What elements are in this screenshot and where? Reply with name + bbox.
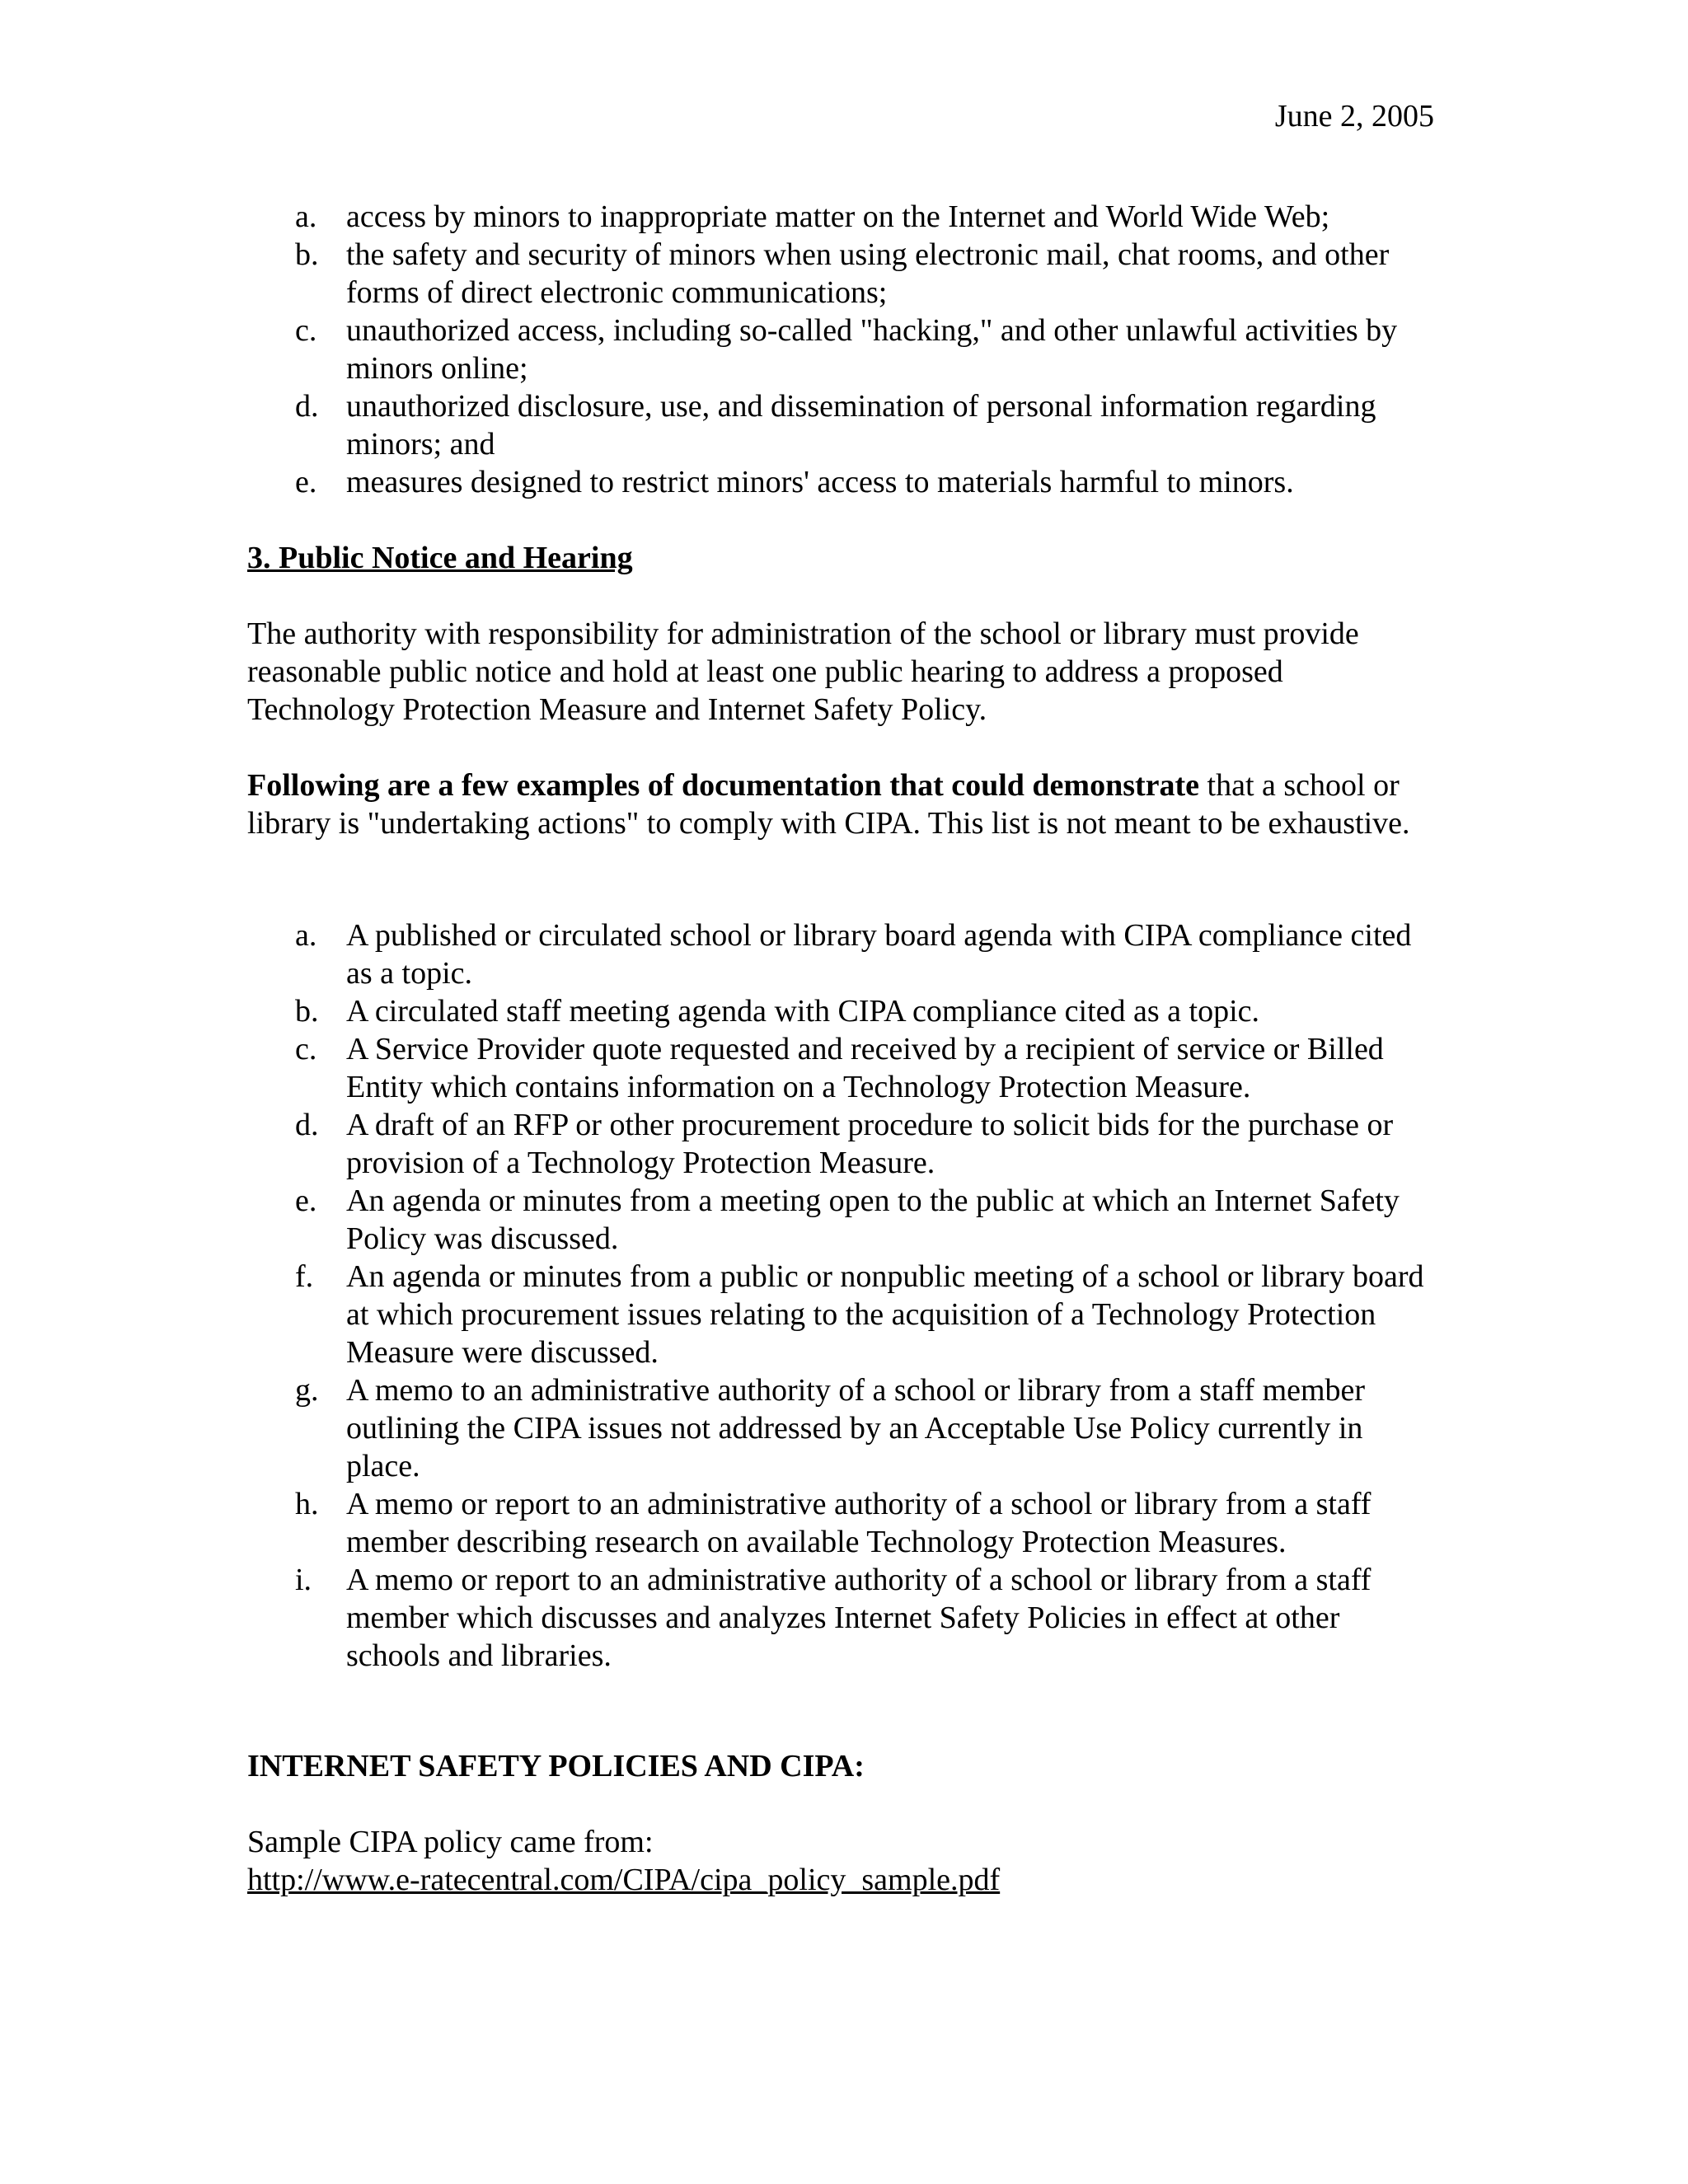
list-item-text: An agenda or minutes from a public or nonpublic meeting of a school or library board at which procurement issues relating to the acquisition of a Technology Protection Measure were discussed. <box>346 1259 1424 1370</box>
cipa-issues-list <box>247 198 1434 501</box>
list-marker: a. <box>295 918 317 953</box>
list-marker: e. <box>295 1183 317 1218</box>
list-item <box>247 1182 1434 1258</box>
list-item-text: the safety and security of minors when using electronic mail, chat rooms, and other forms of direct electronic communications; <box>346 237 1390 310</box>
list-item <box>247 1030 1434 1106</box>
list-item <box>247 1106 1434 1182</box>
list-item-text: A memo or report to an administrative authority of a school or library from a staff member describing research on available Technology Protection Measures. <box>346 1487 1372 1559</box>
list-marker: b. <box>295 237 319 272</box>
list-item <box>247 236 1434 312</box>
list-marker: h. <box>295 1487 319 1521</box>
list-item <box>247 387 1434 463</box>
list-item-text: A memo to an administrative authority of a school or library from a staff member outlining the CIPA issues not addressed by an Acceptable Use Policy currently in place. <box>346 1373 1366 1483</box>
list-item <box>247 1561 1434 1675</box>
list-marker: f. <box>295 1259 314 1294</box>
list-item <box>247 198 1434 236</box>
examples-intro-paragraph <box>247 766 1434 842</box>
list-item-text: measures designed to restrict minors' access to materials harmful to minors. <box>346 465 1294 499</box>
document-date: June 2, 2005 <box>1274 99 1434 134</box>
list-item-text: unauthorized disclosure, use, and dissemination of personal information regarding minors; and <box>346 389 1376 462</box>
sample-policy-text: Sample CIPA policy came from: <box>247 1825 654 1859</box>
list-item-text: unauthorized access, including so-called "hacking," and other unlawful activities by minors online; <box>346 313 1398 386</box>
section-heading-public-notice: 3. Public Notice and Hearing <box>247 541 633 575</box>
list-item-text: A Service Provider quote requested and received by a recipient of service or Billed Entity which contains information on a Technology Protection Measure. <box>346 1032 1384 1104</box>
list-marker: b. <box>295 994 319 1029</box>
sample-policy-source <box>247 1823 1434 1899</box>
list-item-text: An agenda or minutes from a meeting open to the public at which an Internet Safety Policy was discussed. <box>346 1183 1400 1256</box>
list-item <box>247 463 1434 501</box>
section-heading-internet-safety: INTERNET SAFETY POLICIES AND CIPA: <box>247 1749 865 1783</box>
list-item <box>247 1485 1434 1561</box>
list-marker: i. <box>295 1563 312 1597</box>
list-marker: e. <box>295 465 317 499</box>
list-marker: c. <box>295 1032 317 1066</box>
list-marker: d. <box>295 1108 319 1142</box>
list-item-text: A draft of an RFP or other procurement procedure to solicit bids for the purchase or provision of a Technology Protection Measure. <box>346 1108 1394 1180</box>
list-marker: a. <box>295 199 317 234</box>
examples-intro-bold: Following are a few examples of documentation that could demonstrate <box>247 768 1200 803</box>
list-marker: d. <box>295 389 319 424</box>
list-item <box>247 1258 1434 1371</box>
list-item <box>247 992 1434 1030</box>
list-item-text: A circulated staff meeting agenda with CIPA compliance cited as a topic. <box>346 994 1260 1029</box>
list-marker: g. <box>295 1373 319 1408</box>
list-item-text: A memo or report to an administrative authority of a school or library from a staff member which discusses and analyzes Internet Safety Policies in effect at other schools and libraries. <box>346 1563 1372 1673</box>
list-item <box>247 916 1434 992</box>
examples-intro-text: that a school or library is "undertaking actions" to comply with CIPA. This list is not meant to be exhaustive. <box>247 768 1410 841</box>
list-item-text: access by minors to inappropriate matter on the Internet and World Wide Web; <box>346 199 1330 234</box>
list-item <box>247 1371 1434 1485</box>
list-marker: c. <box>295 313 317 348</box>
documentation-examples-list <box>247 916 1434 1675</box>
list-item <box>247 312 1434 387</box>
public-notice-paragraph: The authority with responsibility for administration of the school or library must provide reasonable public notice and hold at least one public hearing to address a proposed Technology Protection Measure and Internet Safety Policy. <box>247 616 1359 727</box>
sample-policy-link[interactable]: http://www.e-ratecentral.com/CIPA/cipa_policy_sample.pdf <box>247 1863 1001 1897</box>
list-item-text: A published or circulated school or library board agenda with CIPA compliance cited as a topic. <box>346 918 1412 991</box>
